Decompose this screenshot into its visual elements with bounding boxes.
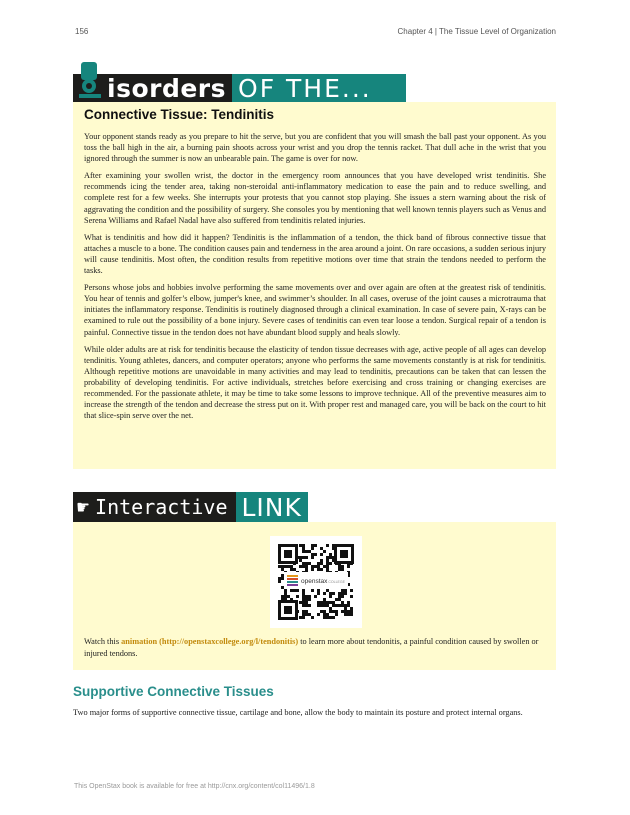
disorders-banner — [73, 62, 406, 102]
disorders-banner-teal-label: OF THE... — [232, 74, 406, 102]
watch-prefix: Watch this — [84, 637, 122, 646]
qr-code[interactable] — [270, 536, 362, 628]
openstax-logo-subtext: COLLEGE — [328, 580, 345, 584]
svg-text:openstaxCOLLEGE — [301, 578, 346, 585]
feature-title: Connective Tissue: Tendinitis — [84, 107, 275, 122]
chapter-header: Chapter 4 | The Tissue Level of Organization — [397, 27, 556, 36]
interactive-link-banner — [73, 492, 308, 522]
page-number: 156 — [75, 27, 89, 36]
microscope-icon — [73, 62, 107, 102]
footer-text: This OpenStax book is available for free at http://cnx.org/content/col11496/1.8 — [74, 783, 315, 790]
feature-paragraph: What is tendinitis and how did it happen? Tendinitis is the inflammation of a tendon, the thick band of fibrous connective tissue that attaches a muscle to a bone. The condition causes pain and tenderness in the area around a joint. On rare occasions, a sudden serious injury will cause tendinitis. Most often, the condition results from repetitive motions over time that strain the tendons needed to perform the tasks. — [84, 232, 546, 276]
feature-paragraph: While older adults are at risk for tendinitis because the elasticity of tendon tissue decreases with age, active people of all ages can develop tendinitis. Young athletes, dancers, and computer operators; anyone who performs the same movements constantly is at risk for tendinitis. Although repetitive motions are unavoidable in many activities and may lead to tendinitis, precautions can be taken that can lessen the probability of developing tendinitis. For active individuals, stretches before exercising and cross training or changing exercises are recommended. For the passionate athlete, it may be time to take some lessons to improve technique. All of the preventive measures aim to increase the strength of the tendon and decrease the stress put on it. With proper rest and managed care, you will be back on the court to hit that slice-spin serve over the net. — [84, 344, 546, 421]
interactive-banner-dark — [73, 492, 236, 522]
section-paragraph: Two major forms of supportive connective tissue, cartilage and bone, allow the body to maintain its posture and protect internal organs. — [73, 708, 523, 717]
feature-paragraph: After examining your swollen wrist, the doctor in the emergency room announces that you have developed wrist tendinitis. She recommends icing the tender area, taking non-steroidal anti-inflammatory medication to ease the pain and to reduce swelling, and complete rest for a few weeks. She interrupts your protests that you cannot stop playing. She issues a stern warning about the risk of aggravating the condition and the possibility of surgery. She consoles you by mentioning that well known tennis players such as Venus and Serena Williams and Rafael Nadal have also suffered from tendinitis related injuries. — [84, 171, 546, 225]
section-title: Supportive Connective Tissues — [73, 684, 274, 699]
interactive-link-text — [84, 636, 544, 660]
pointing-hand-icon: ☛ — [77, 495, 90, 519]
disorders-banner-dark-label: isorders — [107, 74, 232, 102]
interactive-banner-dark-label: Interactive — [95, 495, 228, 519]
feature-paragraph: Your opponent stands ready as you prepare to hit the serve, but you are confident that you will smash the ball past your opponent. As you toss the ball high in the air, a burning pain shoots across your wrist and you drop the tennis racket. That dull ache in the wrist that you ignored through the summer is now an unbearable pain. The game is over for now. — [84, 132, 546, 164]
disorders-feature-box — [73, 102, 556, 469]
openstax-logo-text: openstax — [301, 578, 328, 585]
animation-link[interactable]: animation (http://openstaxcollege.org/l/tendonitis) — [121, 637, 299, 646]
interactive-link-box — [73, 522, 556, 670]
watch-suffix: to learn more about tendonitis, a painful condition caused by swollen or injured tendons. — [84, 637, 539, 658]
feature-paragraph: Persons whose jobs and hobbies involve performing the same movements over and over again are often at the greatest risk of tendinitis. You hear of tennis and golfer’s elbow, jumper's knee, and swimmer’s shoulder. In all cases, overuse of the joint causes a microtrauma that initiates the inflammatory response. Tendinitis is routinely diagnosed through a clinical examination. In case of severe pain, X-rays can be examined to rule out the possibility of a bone injury. Severe cases of tendinitis can even tear loose a tendon. Surgical repair of a tendon is painful. Connective tissue in the tendon does not have abundant blood supply and heals slowly. — [84, 283, 546, 337]
interactive-banner-teal-label: LINK — [236, 492, 308, 522]
